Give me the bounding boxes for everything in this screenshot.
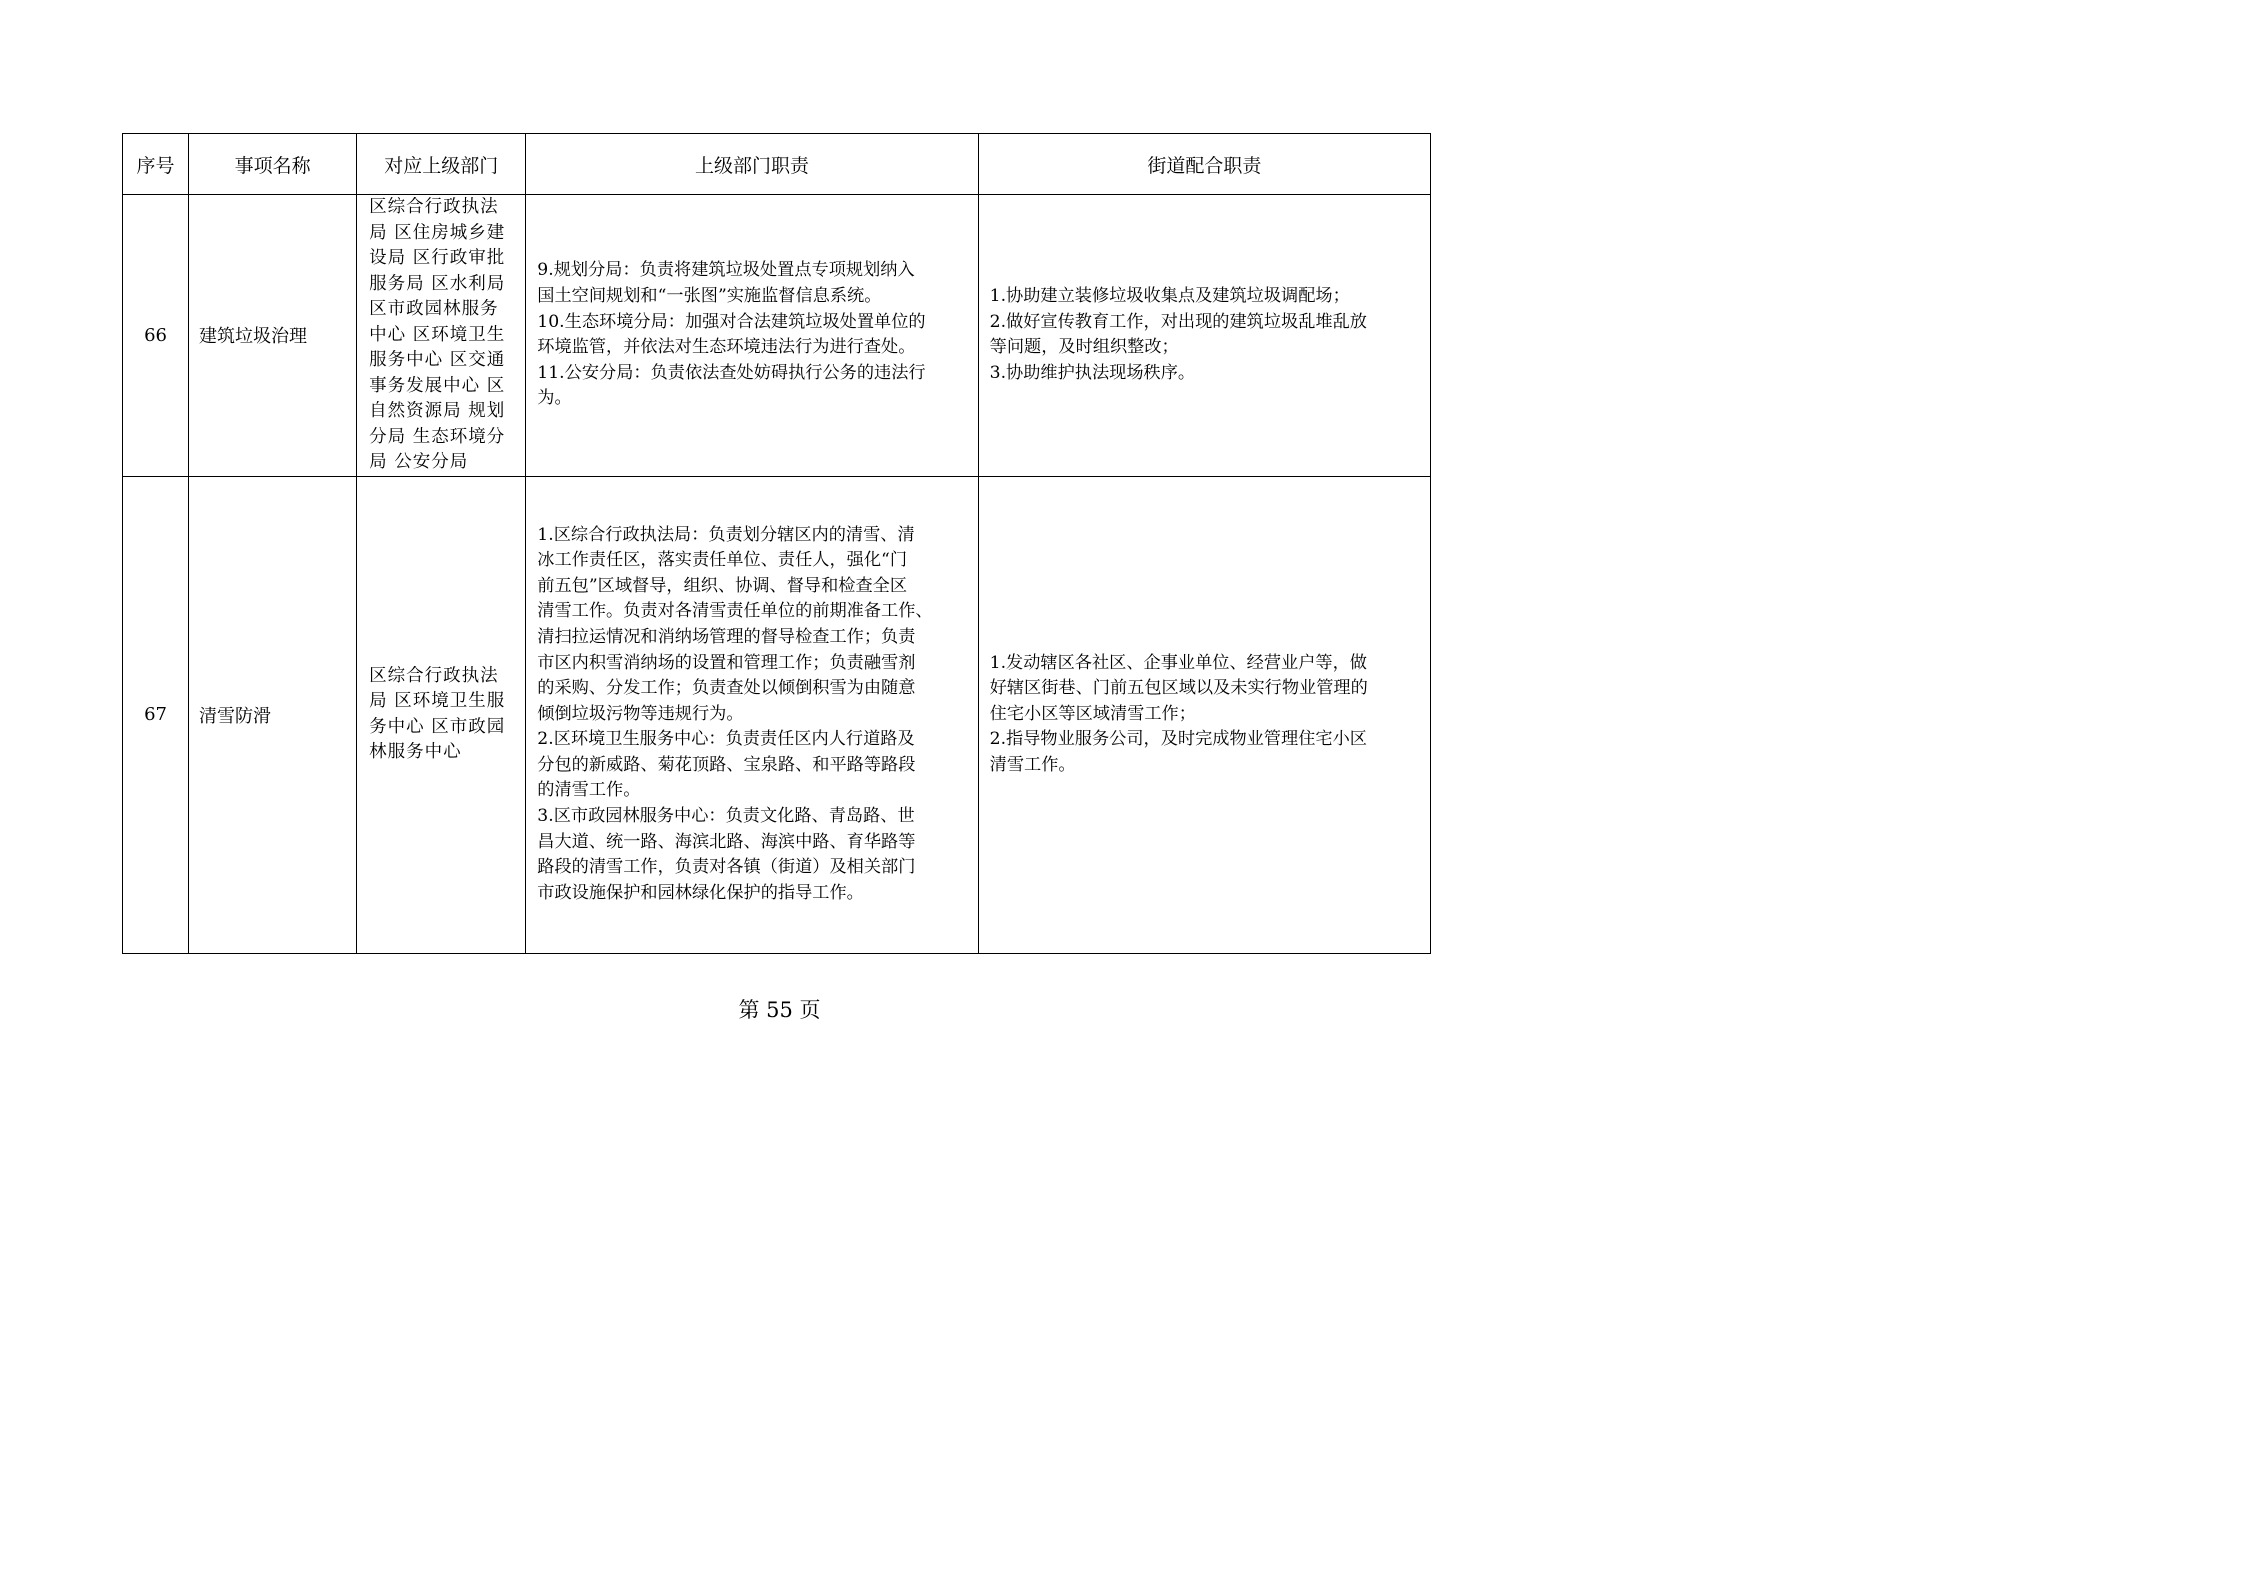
text-line: 昌大道、统一路、海滨北路、海滨中路、育华路等 — [537, 831, 916, 852]
row-serial-number: 66 — [123, 195, 189, 477]
row-street-duties — [978, 476, 1430, 953]
text-line: 清雪工作。负责对各清雪责任单位的前期准备工作、 — [537, 601, 933, 622]
text-line: 清雪工作。 — [989, 754, 1076, 775]
row-serial-number: 67 — [123, 476, 189, 953]
row-item-name: 清雪防滑 — [189, 476, 357, 953]
text-line: 区市政园林服务 — [369, 299, 499, 319]
text-line: 市政设施保护和园林绿化保护的指导工作。 — [537, 882, 864, 903]
text-line: 自然资源局 规划 — [369, 401, 506, 421]
text-line: 服务中心 区交通 — [369, 350, 506, 370]
header-street-duties: 街道配合职责 — [978, 134, 1430, 195]
text-line: 2.做好宣传教育工作，对出现的建筑垃圾乱堆乱放 — [989, 311, 1367, 332]
text-line: 环境监管，并依法对生态环境违法行为进行查处。 — [537, 337, 916, 358]
text-line: 的清雪工作。 — [537, 780, 641, 801]
table-header-row — [123, 134, 1431, 195]
text-line: 路段的清雪工作，负责对各镇（街道）及相关部门 — [537, 857, 916, 878]
text-line: 的采购、分发工作；负责查处以倾倒积雪为由随意 — [537, 678, 916, 699]
text-line: 国土空间规划和“一张图”实施监督信息系统。 — [537, 286, 882, 307]
text-line: 3.区市政园林服务中心：负责文化路、青岛路、世 — [537, 806, 915, 827]
text-line: 等问题，及时组织整改； — [989, 337, 1179, 358]
text-line: 3.协助维护执法现场秩序。 — [989, 362, 1196, 383]
text-line: 10.生态环境分局：加强对合法建筑垃圾处置单位的 — [537, 311, 926, 332]
text-line: 11.公安分局：负责依法查处妨碍执行公务的违法行 — [537, 362, 926, 383]
text-line: 1.发动辖区各社区、企事业单位、经营业户等，做 — [989, 652, 1367, 673]
text-line: 前五包”区域督导，组织、协调、督导和检查全区 — [537, 575, 908, 596]
text-line: 中心 区环境卫生 — [369, 324, 506, 345]
header-superior-duties: 上级部门职责 — [526, 134, 978, 195]
text-line: 区综合行政执法 — [369, 197, 499, 217]
text-line: 为。 — [537, 388, 572, 409]
text-line: 务中心 区市政园 — [369, 716, 506, 737]
text-line: 好辖区街巷、门前五包区域以及未实行物业管理的 — [989, 678, 1368, 699]
text-line: 设局 区行政审批 — [369, 248, 506, 268]
header-superior-department: 对应上级部门 — [357, 134, 526, 195]
table-row — [123, 195, 1431, 477]
text-line: 倾倒垃圾污物等违规行为。 — [537, 703, 744, 724]
text-line: 局 区住房城乡建 — [369, 222, 506, 243]
text-line: 分局 生态环境分 — [369, 426, 506, 447]
text-line: 区综合行政执法 — [369, 665, 499, 686]
text-line: 分包的新威路、菊花顶路、宝泉路、和平路等路段 — [537, 754, 916, 775]
text-line: 事务发展中心 区 — [369, 375, 506, 396]
text-line: 局 区环境卫生服 — [369, 691, 506, 711]
text-line: 2.区环境卫生服务中心：负责责任区内人行道路及 — [537, 729, 915, 750]
text-line: 2.指导物业服务公司，及时完成物业管理住宅小区 — [989, 729, 1367, 750]
table-row — [123, 476, 1431, 953]
row-street-duties — [978, 195, 1430, 477]
text-line: 服务局 区水利局 — [369, 273, 506, 294]
text-line: 住宅小区等区域清雪工作； — [989, 703, 1196, 724]
page-number: 第 55 页 — [738, 998, 821, 1022]
text-line: 1.协助建立装修垃圾收集点及建筑垃圾调配场； — [989, 286, 1350, 307]
row-superior-duties — [526, 476, 978, 953]
text-line: 清扫拉运情况和消纳场管理的督导检查工作；负责 — [537, 626, 916, 647]
row-superior-duties — [526, 195, 978, 477]
responsibility-table — [122, 133, 1431, 954]
header-item-name: 事项名称 — [189, 134, 357, 195]
text-line: 冰工作责任区，落实责任单位、责任人，强化“门 — [537, 550, 908, 571]
header-serial-number: 序号 — [123, 134, 189, 195]
row-superior-department — [357, 476, 526, 953]
text-line: 市区内积雪消纳场的设置和管理工作；负责融雪剂 — [537, 652, 916, 673]
text-line: 林服务中心 — [369, 742, 462, 762]
text-line: 1.区综合行政执法局：负责划分辖区内的清雪、清 — [537, 524, 915, 545]
text-line: 9.规划分局：负责将建筑垃圾处置点专项规划纳入 — [537, 260, 915, 281]
text-line: 局 公安分局 — [369, 452, 469, 472]
row-superior-department — [357, 195, 526, 477]
row-item-name: 建筑垃圾治理 — [189, 195, 357, 477]
